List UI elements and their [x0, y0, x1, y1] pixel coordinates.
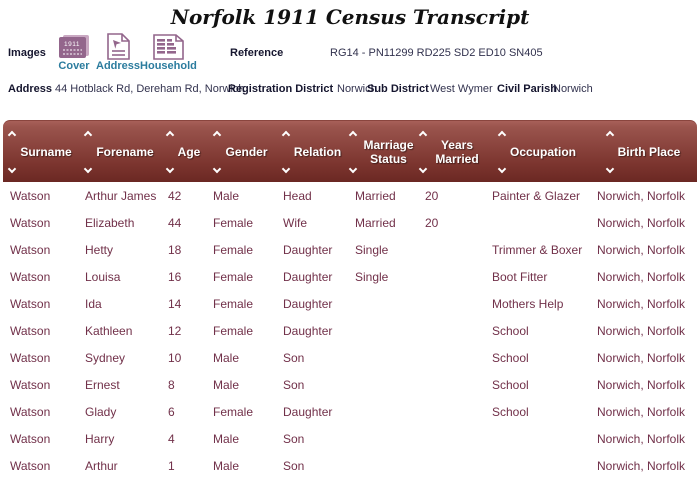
cover-link-label[interactable]: Cover	[58, 60, 90, 72]
table-cell: Son	[283, 377, 305, 392]
table-cell	[418, 344, 485, 371]
table-cell: Wife	[283, 215, 307, 230]
civil-parish-value: Norwich	[553, 83, 593, 95]
column-label: Surname	[20, 144, 72, 159]
table-cell	[418, 317, 485, 344]
table-cell: Daughter	[283, 242, 333, 257]
sort-arrows	[499, 132, 505, 172]
table-row	[3, 344, 697, 371]
sort-arrows	[607, 132, 613, 172]
sort-desc-icon[interactable]	[84, 164, 92, 172]
table-cell: Norwich, Norfolk	[597, 296, 686, 311]
table-row	[3, 209, 697, 236]
table-cell: Married	[355, 188, 396, 203]
table-cell: Male	[213, 350, 240, 365]
table-cell: 44	[168, 215, 182, 230]
household-page-icon[interactable]	[147, 32, 190, 60]
table-cell: Ida	[85, 296, 102, 311]
table-cell: Single	[355, 242, 389, 257]
table-cell	[348, 317, 418, 344]
table-cell: Male	[213, 431, 240, 446]
table-cell: Arthur James	[85, 188, 157, 203]
table-cell: Norwich, Norfolk	[597, 404, 686, 419]
sort-asc-icon[interactable]	[282, 130, 290, 138]
table-row	[3, 371, 697, 398]
table-cell: Norwich, Norfolk	[597, 215, 686, 230]
census-table	[3, 120, 697, 479]
census-cover-icon[interactable]	[52, 32, 96, 60]
images-reference-row	[0, 30, 700, 78]
table-cell: Male	[213, 188, 240, 203]
table-row	[3, 452, 697, 479]
sort-arrows	[85, 132, 91, 172]
table-cell: 18	[168, 242, 182, 257]
sort-asc-icon[interactable]	[419, 130, 427, 138]
table-cell: Married	[355, 215, 396, 230]
sort-desc-icon[interactable]	[605, 164, 613, 172]
table-cell: Watson	[10, 215, 51, 230]
table-cell	[485, 209, 590, 236]
table-cell: Watson	[10, 350, 51, 365]
table-cell: Painter & Glazer	[492, 188, 581, 203]
table-cell: Boot Fitter	[492, 269, 548, 284]
table-cell	[348, 425, 418, 452]
column-header-relation[interactable]	[276, 120, 348, 182]
table-cell: Male	[213, 458, 240, 473]
column-header-marriage-status[interactable]	[348, 120, 418, 182]
table-cell	[418, 398, 485, 425]
sort-asc-icon[interactable]	[84, 130, 92, 138]
table-cell: Elizabeth	[85, 215, 135, 230]
column-header-occupation[interactable]	[485, 120, 590, 182]
table-cell: 20	[425, 215, 439, 230]
table-row	[3, 236, 697, 263]
column-label: Forename	[96, 144, 154, 159]
sort-asc-icon[interactable]	[498, 130, 506, 138]
sort-arrows	[214, 132, 220, 172]
page-title: Norfolk 1911 Census Transcript	[170, 5, 530, 29]
address-page-icon[interactable]	[100, 32, 137, 60]
column-label: Years Married	[435, 137, 479, 166]
sort-desc-icon[interactable]	[8, 164, 16, 172]
reference-label: Reference	[230, 47, 284, 59]
table-cell	[485, 425, 590, 452]
table-cell: Trimmer & Boxer	[492, 242, 583, 257]
address-value: 44 Hotblack Rd, Dereham Rd, Norwich	[55, 83, 245, 95]
household-link-label[interactable]: Household	[140, 60, 197, 72]
table-cell: Watson	[10, 188, 51, 203]
table-cell: Head	[283, 188, 312, 203]
table-cell	[348, 398, 418, 425]
table-cell: 12	[168, 323, 182, 338]
sub-district-label: Sub District	[367, 83, 429, 95]
cover-image-link[interactable]	[52, 32, 96, 73]
column-header-forename[interactable]	[78, 120, 161, 182]
table-cell	[418, 452, 485, 479]
sort-asc-icon[interactable]	[349, 130, 357, 138]
column-label: Relation	[293, 144, 342, 159]
table-row	[3, 317, 697, 344]
table-cell: School	[492, 404, 529, 419]
table-cell: 20	[425, 188, 439, 203]
table-cell: Daughter	[283, 269, 333, 284]
table-cell: 16	[168, 269, 182, 284]
table-cell: Watson	[10, 431, 51, 446]
table-cell: Sydney	[85, 350, 126, 365]
table-cell: 8	[168, 377, 175, 392]
registration-district-label: Registration District	[228, 83, 334, 95]
svg-text:1911: 1911	[64, 41, 80, 48]
sort-arrows	[350, 132, 356, 172]
table-cell: 4	[168, 431, 175, 446]
table-cell: Norwich, Norfolk	[597, 269, 686, 284]
table-cell: Watson	[10, 323, 51, 338]
table-cell: 1	[168, 458, 175, 473]
table-row	[3, 182, 697, 209]
table-cell: Watson	[10, 458, 51, 473]
table-cell	[418, 236, 485, 263]
sort-desc-icon[interactable]	[349, 164, 357, 172]
table-cell: Female	[213, 404, 254, 419]
table-cell: 6	[168, 404, 175, 419]
table-cell	[348, 371, 418, 398]
table-cell: School	[492, 377, 529, 392]
column-header-surname[interactable]	[3, 120, 78, 182]
column-header-gender[interactable]	[206, 120, 276, 182]
table-cell: Norwich, Norfolk	[597, 242, 686, 257]
table-cell: Norwich, Norfolk	[597, 458, 686, 473]
table-cell	[418, 425, 485, 452]
address-details-row	[0, 78, 700, 106]
sort-arrows	[283, 132, 289, 172]
table-cell: Louisa	[85, 269, 121, 284]
sort-asc-icon[interactable]	[213, 130, 221, 138]
sort-desc-icon[interactable]	[419, 164, 427, 172]
table-cell	[348, 452, 418, 479]
table-cell	[485, 452, 590, 479]
registration-district-value: Norwich	[337, 83, 377, 95]
table-cell: Watson	[10, 377, 51, 392]
table-cell: Single	[355, 269, 389, 284]
table-cell: Daughter	[283, 404, 333, 419]
sort-arrows	[167, 132, 173, 172]
image-links	[52, 32, 197, 73]
sort-desc-icon[interactable]	[498, 164, 506, 172]
civil-parish-label: Civil Parish	[497, 83, 557, 95]
sort-desc-icon[interactable]	[165, 164, 173, 172]
column-header-years-married[interactable]	[418, 120, 485, 182]
table-cell: Male	[213, 377, 240, 392]
table-cell: School	[492, 350, 529, 365]
table-cell: Norwich, Norfolk	[597, 377, 686, 392]
table-cell	[418, 263, 485, 290]
table-row	[3, 398, 697, 425]
address-link-label[interactable]: Address	[96, 60, 141, 72]
sort-desc-icon[interactable]	[282, 164, 290, 172]
table-cell: Female	[213, 242, 254, 257]
table-cell: Son	[283, 458, 305, 473]
column-label: Birth Place	[617, 144, 681, 159]
table-cell: Daughter	[283, 296, 333, 311]
table-cell: Arthur	[85, 458, 118, 473]
table-cell: Watson	[10, 242, 51, 257]
sort-asc-icon[interactable]	[165, 130, 173, 138]
sort-arrows	[420, 132, 426, 172]
table-row	[3, 290, 697, 317]
table-cell: Watson	[10, 404, 51, 419]
reference-value: RG14 - PN11299 RD225 SD2 ED10 SN405	[330, 47, 543, 59]
address-label: Address	[8, 83, 53, 95]
table-cell: Ernest	[85, 377, 120, 392]
table-cell: Norwich, Norfolk	[597, 323, 686, 338]
table-cell	[348, 290, 418, 317]
sub-district-value: West Wymer	[430, 83, 493, 95]
table-cell: Female	[213, 323, 254, 338]
table-cell: Female	[213, 269, 254, 284]
table-cell: 42	[168, 188, 182, 203]
table-cell: Kathleen	[85, 323, 133, 338]
table-cell: Son	[283, 350, 305, 365]
sort-asc-icon[interactable]	[605, 130, 613, 138]
column-label: Gender	[225, 144, 268, 159]
table-cell: Watson	[10, 296, 51, 311]
census-table-body	[3, 182, 697, 479]
column-label: Marriage Status	[363, 137, 414, 166]
sort-asc-icon[interactable]	[8, 130, 16, 138]
table-cell: Norwich, Norfolk	[597, 188, 686, 203]
table-cell: Watson	[10, 269, 51, 284]
household-image-link[interactable]	[140, 32, 197, 73]
images-label: Images	[8, 47, 46, 59]
table-cell: Norwich, Norfolk	[597, 431, 686, 446]
table-cell: Hetty	[85, 242, 114, 257]
table-cell: Mothers Help	[492, 296, 564, 311]
column-header-age[interactable]	[161, 120, 206, 182]
census-table-header	[3, 120, 697, 182]
table-cell: Norwich, Norfolk	[597, 350, 686, 365]
column-header-birth-place[interactable]	[590, 120, 697, 182]
table-cell: 10	[168, 350, 182, 365]
table-cell: Female	[213, 296, 254, 311]
column-label: Occupation	[509, 144, 576, 159]
table-row	[3, 425, 697, 452]
table-cell	[418, 371, 485, 398]
table-cell: Son	[283, 431, 305, 446]
table-cell: 14	[168, 296, 182, 311]
table-cell: Glady	[85, 404, 117, 419]
column-label: Age	[177, 144, 201, 159]
table-cell	[348, 344, 418, 371]
table-cell: Daughter	[283, 323, 333, 338]
table-cell: Female	[213, 215, 254, 230]
table-cell	[418, 290, 485, 317]
sort-desc-icon[interactable]	[213, 164, 221, 172]
address-image-link[interactable]	[96, 32, 140, 73]
table-row	[3, 263, 697, 290]
table-cell: Harry	[85, 431, 115, 446]
table-cell: School	[492, 323, 529, 338]
sort-arrows	[9, 132, 15, 172]
